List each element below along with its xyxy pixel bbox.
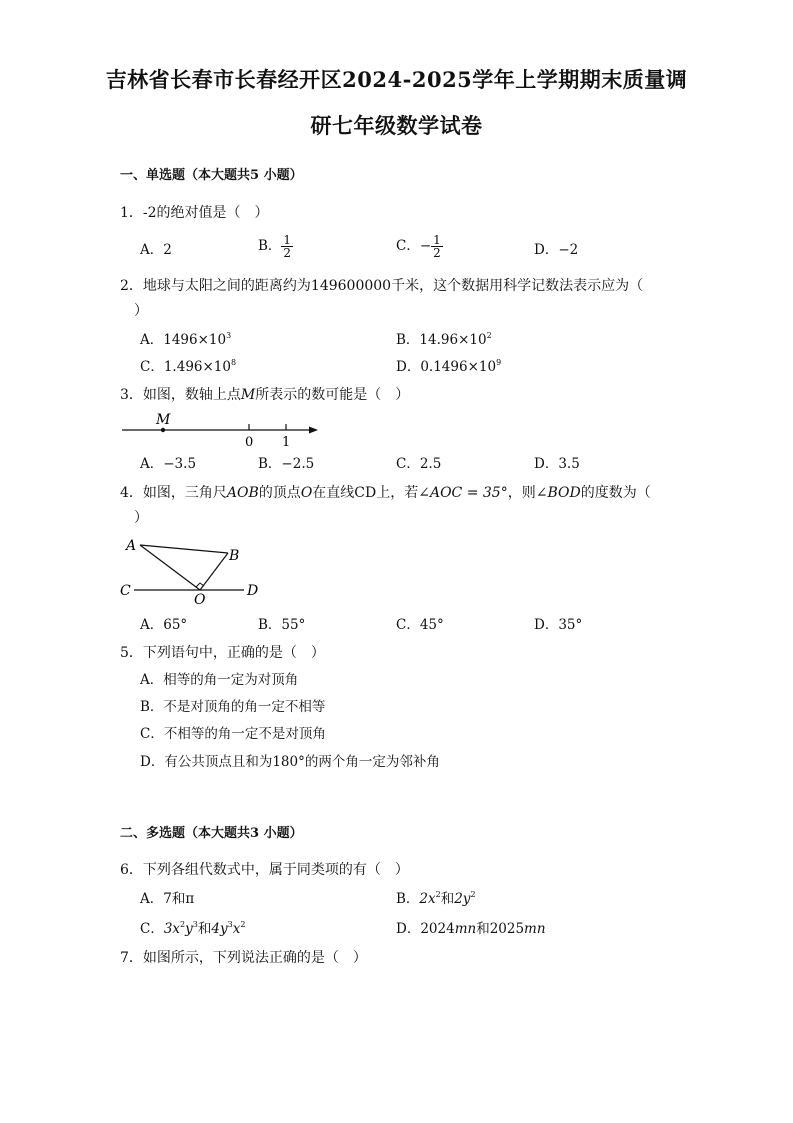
question-4-stem: 4．如图，三角尺AOB的顶点O在直线CD上，若∠AOC = 35°，则∠BOD的度数为（ (120, 485, 651, 501)
question-6-option-b: B．$2x^2$和$2y^2$ (396, 890, 476, 907)
question-2-option-b: B．$14.96\times 10^2$ (396, 331, 492, 348)
question-2-option-a: A．$1496\times 10^3$ (140, 331, 232, 348)
tick-label-zero: 0 (245, 435, 254, 450)
question-1-stem: 1．-2的绝对值是（ ） (120, 205, 269, 221)
label-d: D (247, 583, 259, 599)
triangle-figure (116, 534, 276, 606)
label-c: C (120, 583, 131, 599)
question-5-option-c: C．不相等的角一定不是对顶角 (140, 726, 326, 742)
section-multi-choice: 二、多选题（本大题共3 小题） (120, 826, 303, 841)
label-a: A (126, 538, 137, 554)
question-3-option-c: C．2.5 (396, 456, 442, 472)
question-2-stem: 2．地球与太阳之间的距离约为149600000千米，这个数据用科学记数法表示应为（ (120, 278, 644, 294)
question-4-option-a: A．65° (140, 617, 188, 633)
question-6-option-d: D．2024mn和2025mn (396, 921, 546, 937)
question-6-option-c: C．$3x^2y^3$和$4y^3x^2$ (140, 920, 246, 937)
section-single-choice: 一、单选题（本大题共5 小题） (120, 168, 303, 183)
fraction: $\frac{1}{2}$ (433, 233, 441, 260)
tick-label-one: 1 (282, 435, 291, 450)
question-5-option-d: D．有公共顶点且和为180°的两个角一定为邻补角 (140, 754, 440, 770)
question-3-option-a: A．−3.5 (140, 456, 197, 472)
segment-ao (140, 545, 200, 590)
question-6-option-a: A．7和π (140, 891, 195, 907)
label-b: B (229, 548, 240, 564)
page-title-line1: 吉林省长春市长春经开区2024-2025学年上学期期末质量调 (105, 67, 688, 92)
question-1-option-d: D．−2 (534, 242, 579, 258)
question-1-option-c: C．− $\frac{1}{2}$ (396, 233, 441, 260)
question-7-stem: 7．如图所示，下列说法正确的是（ ） (120, 950, 367, 966)
fraction: $\frac{1}{2}$ (283, 233, 292, 260)
question-1-option-a: A．2 (140, 242, 172, 258)
point-m-dot (161, 428, 165, 432)
segment-bo (200, 553, 228, 590)
question-3-option-d: D．3.5 (534, 456, 580, 472)
question-4-option-d: D．35° (534, 617, 583, 633)
question-3-option-b: B．−2.5 (258, 456, 315, 472)
question-2-stem-cont: ） (134, 303, 148, 319)
number-line-figure (118, 408, 328, 450)
segment-ab (140, 545, 228, 553)
question-2-option-d: D．$0.1496\times 10^9$ (396, 358, 502, 375)
label-o: O (194, 592, 206, 606)
question-5-option-a: A．相等的角一定为对顶角 (140, 672, 299, 688)
question-3-stem: 3．如图，数轴上点M所表示的数可能是（ ） (120, 387, 410, 403)
question-5-option-b: B．不是对顶角的角一定不相等 (140, 699, 326, 715)
question-5-stem: 5．下列语句中，正确的是（ ） (120, 645, 325, 661)
question-2-option-c: C．$1.496\times 10^8$ (140, 358, 237, 375)
question-4-stem-cont: ） (134, 510, 148, 526)
question-6-stem: 6．下列各组代数式中，属于同类项的有（ ） (120, 862, 409, 878)
question-4-option-c: C．45° (396, 617, 444, 633)
question-4-option-b: B．55° (258, 617, 306, 633)
number-line-arrow (309, 427, 318, 434)
page-title-line2: 研七年级数学试卷 (310, 113, 483, 138)
point-m-label: M (156, 412, 171, 428)
question-1-option-b: B． $\frac{1}{2}$ (258, 233, 292, 260)
